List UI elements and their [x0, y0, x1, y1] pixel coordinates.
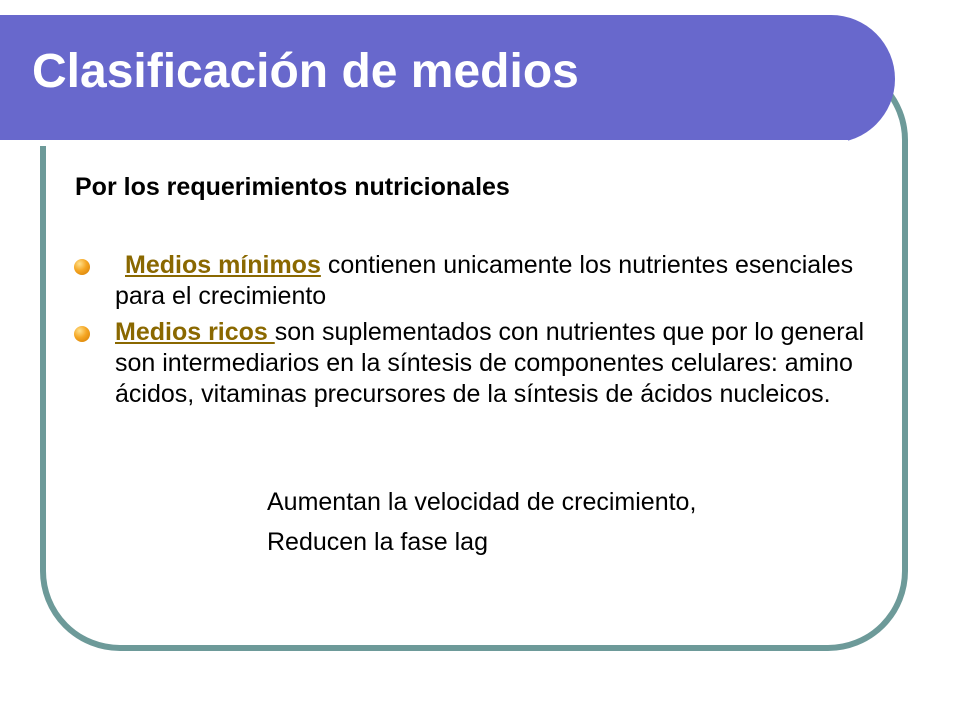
bullet-term: Medios ricos [115, 318, 275, 346]
effect-line: Reducen la fase lag [267, 528, 488, 556]
page-title: Clasificación de medios [32, 45, 579, 98]
bullet-dot-icon [74, 259, 90, 275]
bullet-text: son suplementados con nutrientes que por lo general son intermediarios en la síntesis de componentes celulares: amino ácidos, vitaminas precursores de la síntesis de ácidos nucleicos. [115, 318, 865, 408]
bullet-term: Medios mínimos [125, 251, 321, 279]
bullet-dot-icon [74, 326, 90, 342]
title-underline-rule [0, 140, 848, 146]
bullet-item-medios-ricos [115, 317, 875, 410]
effect-line: Aumentan la velocidad de crecimiento, [267, 488, 697, 516]
bullet-text: contienen unicamente los nutrientes esenciales para el crecimiento [115, 251, 854, 310]
section-subtitle: Por los requerimientos nutricionales [75, 173, 510, 201]
bullet-item-medios-minimos [115, 250, 875, 312]
